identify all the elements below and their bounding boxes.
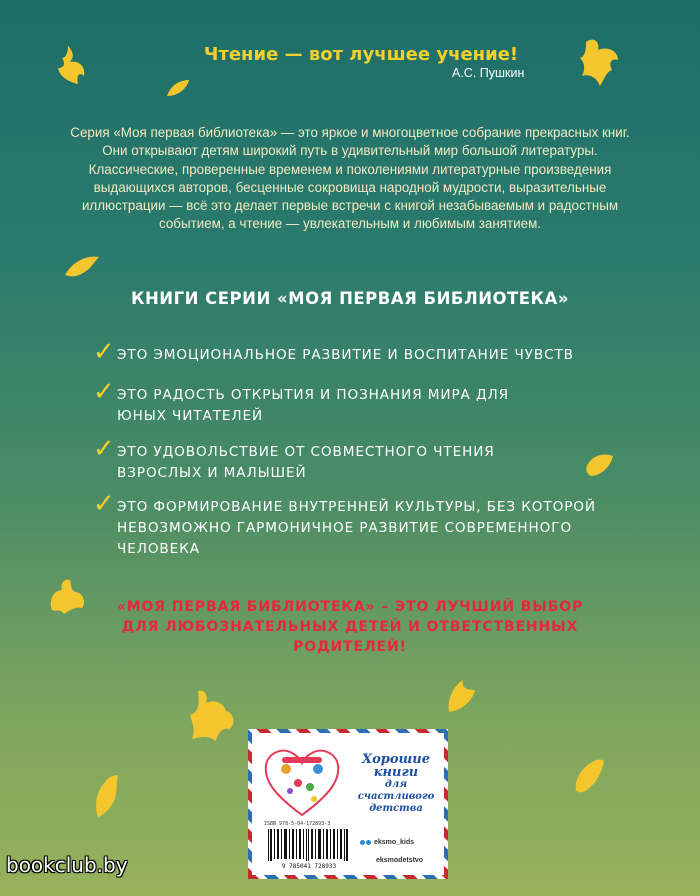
barcode-icon: [264, 829, 354, 869]
checkmark-icon: ✓: [93, 434, 116, 464]
series-slogan: «МОЯ ПЕРВАЯ БИБЛИОТЕКА» – ЭТО ЛУЧШИЙ ВЫБОР ДЛЯ ЛЮБОЗНАТЕЛЬНЫХ ДЕТЕЙ И ОТВЕТСТВЕННЫХ РОДИТЕЛЕЙ!: [116, 599, 584, 655]
isbn-text: ISBN 978-5-04-172893-3: [264, 821, 331, 827]
list-item: [93, 377, 537, 427]
list-item-text: ЭТО РАДОСТЬ ОТКРЫТИЯ И ПОЗНАНИЯ МИРА ДЛЯ ЮНЫХ ЧИТАТЕЛЕЙ: [117, 387, 509, 424]
leaf-icon: [445, 676, 479, 714]
epigraph-author: А.С. Пушкин: [452, 66, 525, 80]
publisher-site: eksmodetstvo: [376, 857, 424, 864]
heart-logo-icon: [262, 743, 342, 823]
list-item-text: ЭТО ЭМОЦИОНАЛЬНОЕ РАЗВИТИЕ И ВОСПИТАНИЕ ЧУВСТВ: [117, 347, 574, 363]
slogan-sub: для счастливого детства: [357, 779, 435, 814]
leaf-icon: [46, 576, 88, 616]
leaf-icon: [92, 773, 122, 819]
epigraph: [0, 44, 700, 80]
checkmark-icon: ✓: [93, 489, 116, 519]
list-item-text: ЭТО ФОРМИРОВАНИЕ ВНУТРЕННЕЙ КУЛЬТУРЫ, БЕЗ КОТОРОЙ НЕВОЗМОЖНО ГАРМОНИЧНОЕ РАЗВИТИЕ СОВРЕМЕННОГО ЧЕЛОВЕКА: [117, 499, 596, 557]
leaf-icon: [165, 78, 191, 100]
leaf-icon: [188, 687, 238, 743]
list-item-text: ЭТО УДОВОЛЬСТВИЕ ОТ СОВМЕСТНОГО ЧТЕНИЯ ВЗРОСЛЫХ И МАЛЫШЕЙ: [117, 444, 495, 481]
list-item: [93, 489, 627, 560]
vk-icon: [360, 840, 365, 845]
barcode-digits: 9 785041 728933: [281, 863, 337, 869]
publisher-card: [248, 729, 448, 879]
leaf-icon: [585, 452, 615, 478]
checkmark-icon: ✓: [93, 377, 116, 407]
checkmark-icon: ✓: [93, 337, 116, 367]
series-description: Серия «Моя первая библиотека» — это яркое и многоцветное собрание прекрасных книг. Они открывают детям широкий путь в удивительный мир большой литературы. Классические, проверенные временем и поколениями литературные произведения выдающихся авторов, бесценные сокровища народной мудрости, выразительные иллюстрации — всё это делает первые встречи с книгой незабываемым и радостным событием, а чтение — увлекательным и любимым занятием.: [70, 125, 630, 232]
leaf-icon: [63, 253, 101, 279]
social-links: [360, 839, 414, 846]
watermark: bookclub.by: [6, 853, 128, 877]
telegram-icon: [366, 840, 371, 845]
list-item: [93, 337, 574, 367]
list-item: [93, 434, 547, 484]
slogan-main: Хорошие книги: [362, 752, 430, 780]
series-heading: КНИГИ СЕРИИ «МОЯ ПЕРВАЯ БИБЛИОТЕКА»: [131, 289, 569, 308]
epigraph-text: Чтение — вот лучшее учение!: [203, 44, 519, 65]
publisher-slogan: [346, 753, 446, 815]
social-handle: eksmo_kids: [373, 839, 415, 846]
leaf-icon: [572, 757, 606, 795]
